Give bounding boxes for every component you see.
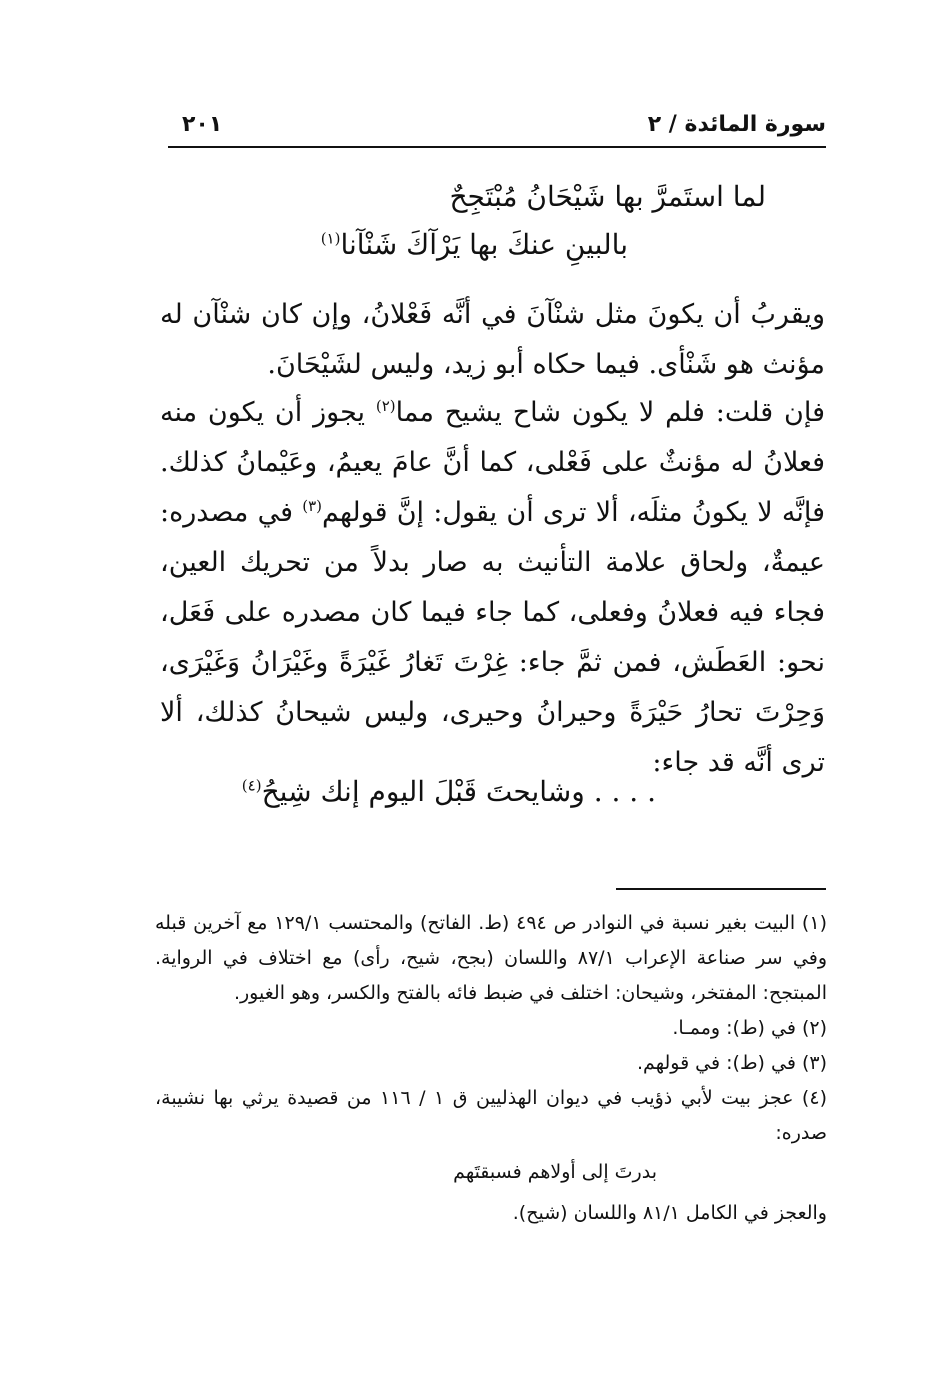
paragraph-text: ويقربُ أن يكونَ مثل شنْآنَ في أنَّه فَعْلانُ، وإن كان شنْآن له مؤنث هو شَنْأى. فيما حكاه أبو زيد، وليس لشَيْحَانَ. [160, 299, 825, 380]
footnote-ref: (٤) [241, 776, 262, 795]
footnote-4: (٤) عجز بيت لأبي ذؤيب في ديوان الهذليين ق ١ / ١١٦ من قصيدة يرثي بها نشيبة، صدره: [155, 1087, 827, 1144]
footnote-separator [616, 888, 826, 890]
footnote-1: (١) البيت بغير نسبة في النوادر ص ٤٩٤ (ط. الفاتح) والمحتسب ١٢٩/١ مع آخرين قبله وفي سر صناعة الإعراب ٨٧/١ واللسان (بجح، شيح، رأى) مع اختلاف في الرواية. المبتجح: المفتخر، وشيحان: اختلف في ضبط فائه بالفتح والكسر، وهو الغيور. [155, 912, 828, 1004]
running-title: سورة المائدة / ٢ [647, 112, 826, 137]
footnote-ref: (١) [320, 229, 341, 248]
paragraph-text: فإن قلت: فلم لا يكون شاح يشيح مما [395, 397, 825, 428]
paragraph-1 [160, 290, 825, 390]
poem-verse-first-hemistich [449, 180, 766, 213]
header-rule [168, 146, 826, 148]
footnote-4-end: والعجز في الكامل ٨١/١ واللسان (شيح). [512, 1202, 827, 1224]
footnote-3: (٣) في (ط): في قولهم. [637, 1052, 827, 1074]
page-header [168, 108, 826, 148]
verse-text: بالبينِ عنكَ بها يَرْآكَ شَنْآنا [340, 228, 628, 261]
verse-text: لما استَمرَّ بها شَيْحَانُ مُبْتَجِحٌ [449, 180, 766, 213]
paragraph-text: يجوز أن يكون منه فعلانُ له مؤنثٌ على فَعْلى، كما أنَّ عامَ يعيمُ، وعَيْمانُ كذلك. فإنَّه لا يكونُ مثلَه، ألا ترى أن يقول: إنَّ قولهم [160, 397, 826, 528]
footnote-4-verse: بدرتَ إلى أولاهم فسبقتَهم [453, 1161, 657, 1183]
page-number: ٢٠١ [182, 112, 223, 137]
footnote-ref: (٣) [302, 497, 322, 515]
poem-verse-second-hemistich [321, 228, 628, 261]
paragraph-2 [160, 388, 825, 788]
verse-text: . . . . وشايحتَ قَبْلَ اليوم إنك شِيحُ [261, 775, 656, 808]
footnote-ref: (٢) [375, 397, 396, 415]
paragraph-text: في مصدره: عيمةٌ، ولحاق علامة التأنيث به صار بدلاً من تحريك العين، فجاء فيه فعلانُ وفعلى، كما جاء فيما كان مصدره على فَعَل، نحو: العَطَش، فمن ثمَّ جاء: غِرْتَ تَغارُ غَيْرَةً وغَيْرَانُ وَغَيْرَى، وَحِرْتَ تحارُ حَيْرَةً وحيرانُ وحيرى، وليس شيحانُ كذلك، ألا ترى أنَّه قد جاء: [160, 497, 825, 778]
poem-quote [242, 775, 656, 808]
footnotes [155, 906, 827, 1231]
footnote-2: (٢) في (ط): وممـا. [672, 1017, 827, 1039]
